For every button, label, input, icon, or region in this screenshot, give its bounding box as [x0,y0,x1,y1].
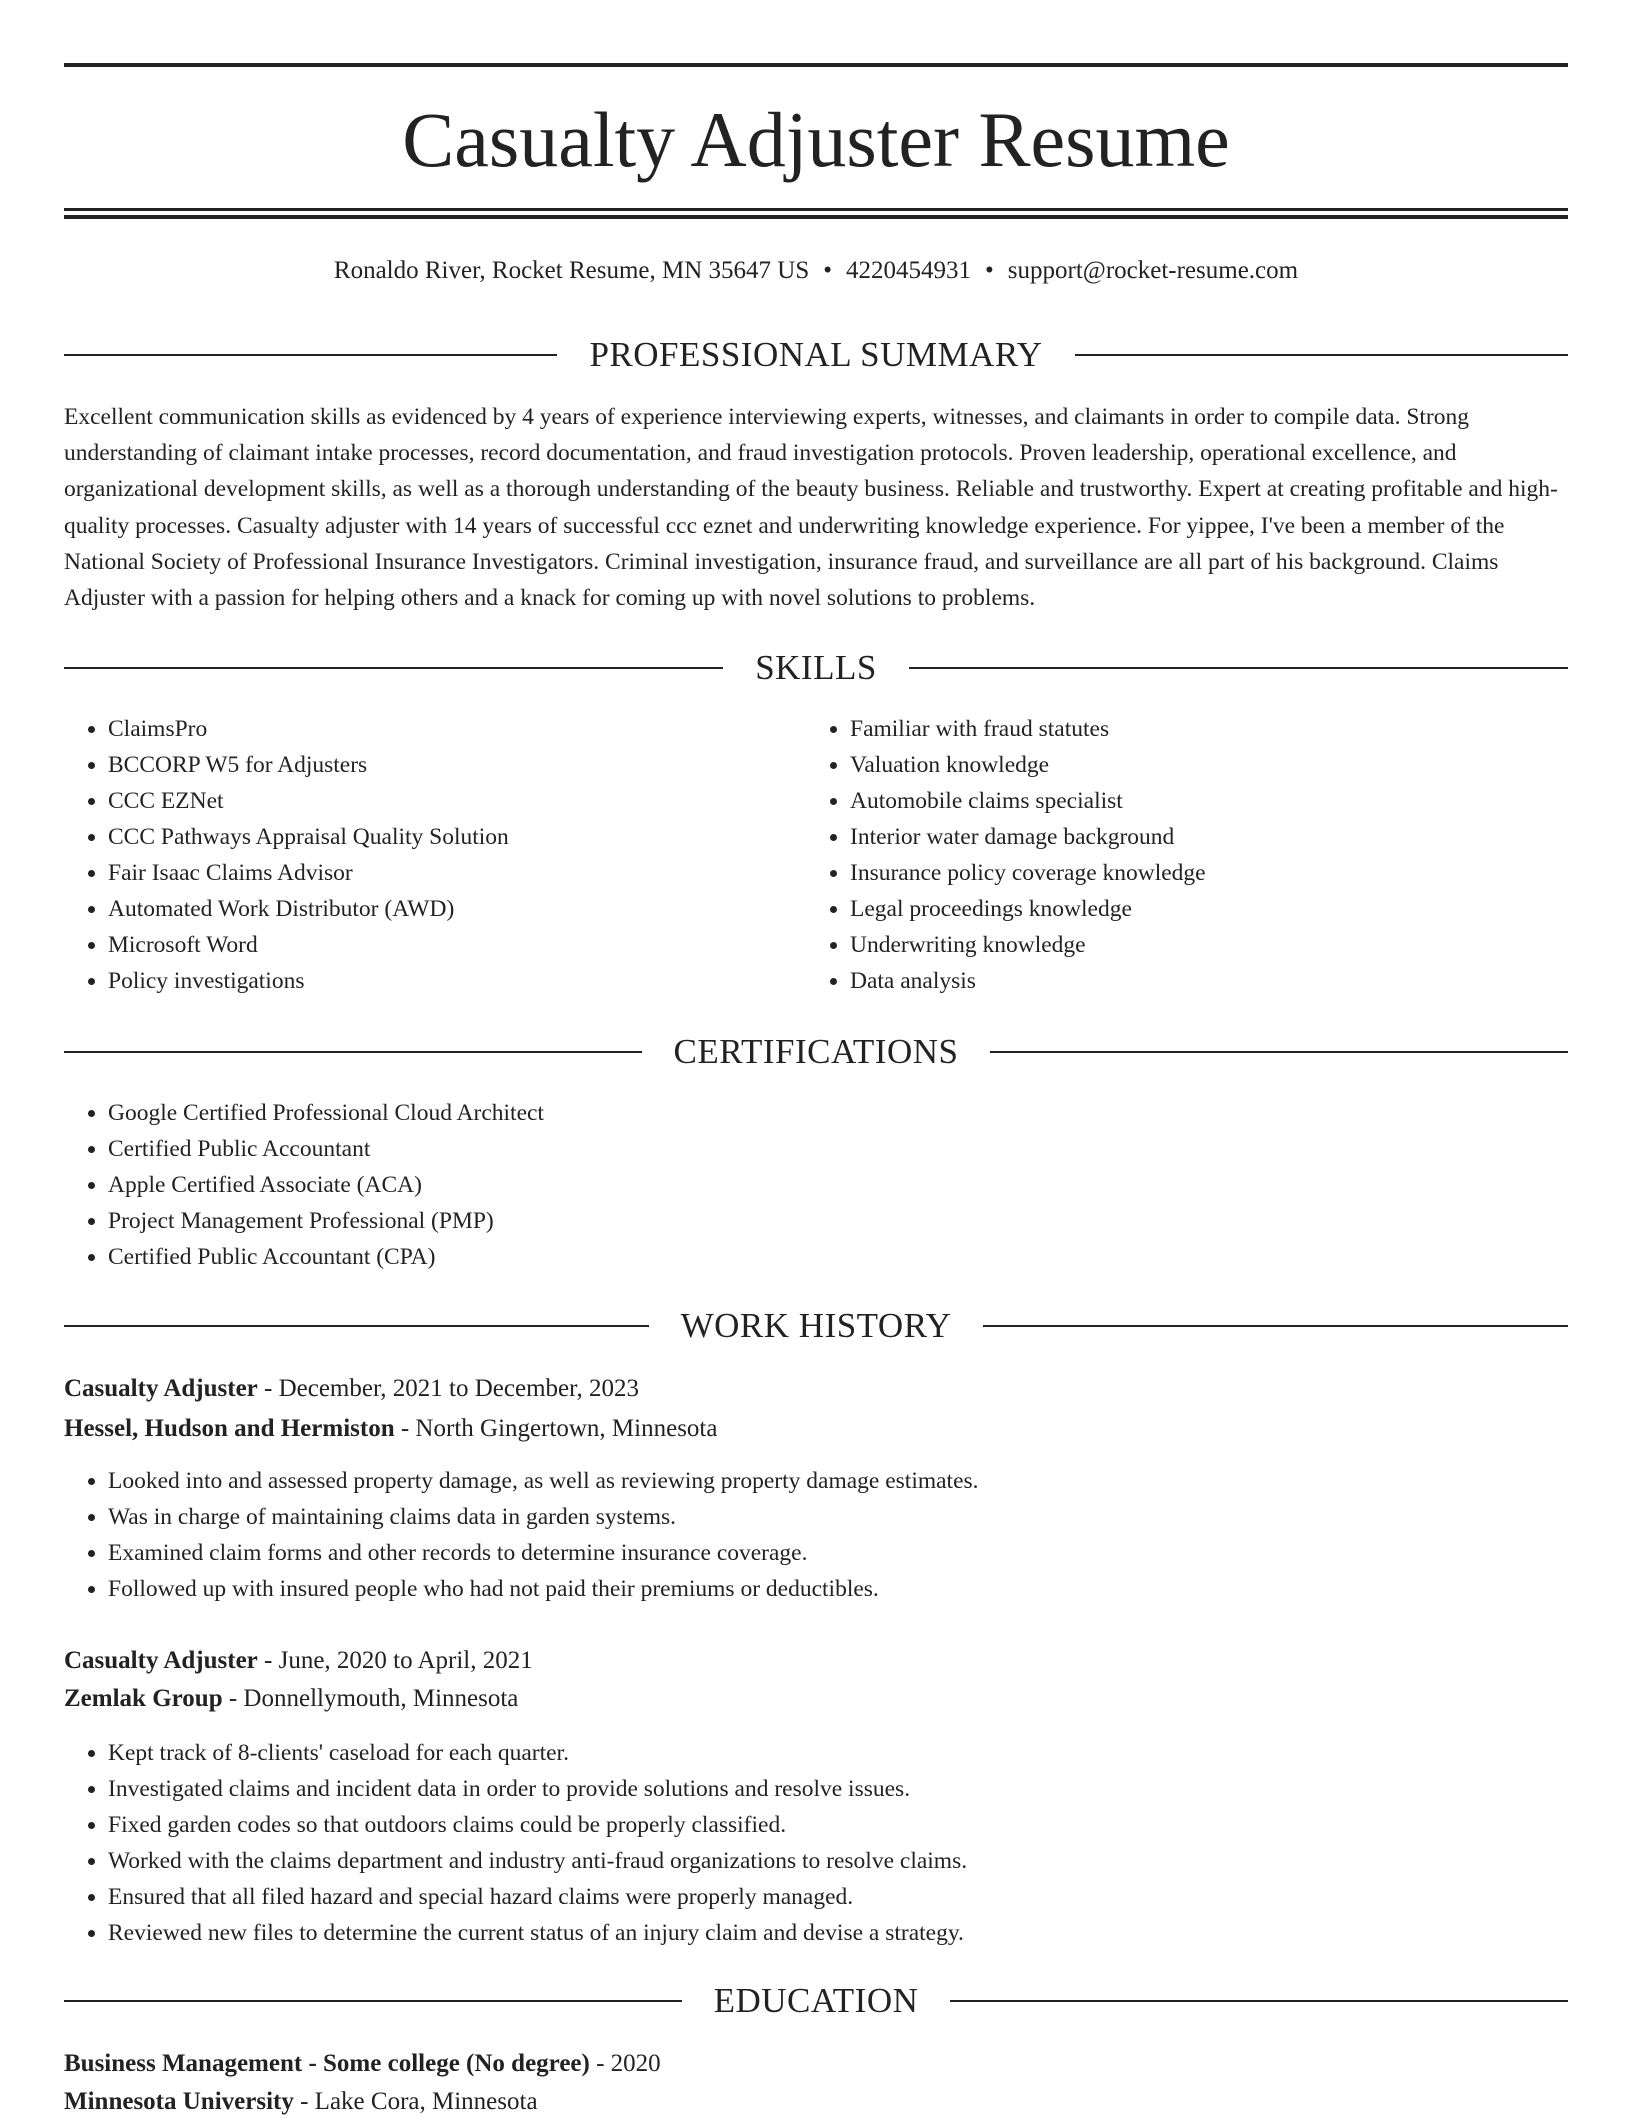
section-title: WORK HISTORY [680,1306,952,1345]
skill-item: • Insurance policy coverage knowledge [850,855,1566,891]
contact-separator: • [823,257,833,284]
education-location: - Lake Cora, Minnesota [293,2088,538,2115]
job-bullet: • Followed up with insured people who had not paid their premiums or deductibles. [108,1571,1364,1607]
job-bullets [64,1463,1364,1607]
certification-item: • Google Certified Professional Cloud Architect [108,1095,1064,1131]
heading-rule [64,1051,642,1053]
skill-item: • Microsoft Word [108,927,804,963]
section-title: PROFESSIONAL SUMMARY [589,335,1043,374]
heading-rule [1075,354,1568,356]
job-company: Hessel, Hudson and Hermiston [64,1415,395,1442]
resume-title: Casualty Adjuster Resume [402,96,1230,183]
education-school: Minnesota University [64,2088,294,2115]
heading-rule [909,667,1568,669]
top-rule [64,63,1568,67]
skill-item: • ClaimsPro [108,711,804,747]
education-school-line [64,2086,1568,2118]
job-company: Zemlak Group [64,1685,223,1712]
job-location: - North Gingertown, Minnesota [394,1415,718,1442]
job-bullets [64,1735,1364,1951]
contact-email: support@rocket-resume.com [1007,257,1299,284]
education-degree-line [64,2048,1568,2080]
job-bullet: • Was in charge of maintaining claims data in garden systems. [108,1499,1364,1535]
skill-item: • Fair Isaac Claims Advisor [108,855,804,891]
summary-paragraph: Excellent communication skills as evidenced by 4 years of experience interviewing experts, witnesses, and claimants in order to compile data. Strong understanding of claimant intake processes, record documentation, and fraud investigation protocols. Proven leadership, operational excellence, and organizational development skills, as well as a thorough understanding of the beauty business. Reliable and trustworthy. Expert at creating profitable and high-quality processes. Casualty adjuster with 14 years of successful ccc eznet and underwriting knowledge experience. For yippee, I've been a member of the National Society of Professional Insurance Investigators. Criminal investigation, insurance fraud, and surveillance are all part of his background. Claims Adjuster with a passion for helping others and a knack for coming up with novel solutions to problems. [64,404,1558,612]
job-bullet: • Fixed garden codes so that outdoors claims could be properly classified. [108,1807,1364,1843]
skill-item: • Automated Work Distributor (AWD) [108,891,804,927]
skill-item: • Valuation knowledge [850,747,1566,783]
job-title: Casualty Adjuster [64,1375,258,1402]
heading-rule [64,1325,649,1327]
job-title-line [64,1645,1568,1677]
heading-rule [990,1051,1568,1053]
skill-item: • Underwriting knowledge [850,927,1566,963]
section-heading-education [64,1981,1568,2021]
job-bullet: • Looked into and assessed property damage, as well as reviewing property damage estimates. [108,1463,1364,1499]
job-bullet: • Examined claim forms and other records to determine insurance coverage. [108,1535,1364,1571]
job-bullet: • Ensured that all filed hazard and special hazard claims were properly managed. [108,1879,1364,1915]
section-title: SKILLS [755,648,877,687]
job-title: Casualty Adjuster [64,1647,258,1674]
skill-item: • CCC EZNet [108,783,804,819]
section-heading-skills [64,648,1568,688]
education-year: - 2020 [589,2050,661,2077]
heading-rule [983,1325,1568,1327]
job-bullet: • Investigated claims and incident data in order to provide solutions and resolve issues. [108,1771,1364,1807]
skill-item: • Automobile claims specialist [850,783,1566,819]
job-company-line [64,1683,1568,1715]
heading-rule [64,354,557,356]
section-title: CERTIFICATIONS [673,1032,959,1071]
job-bullet: • Kept track of 8-clients' caseload for each quarter. [108,1735,1364,1771]
skills-column-left [64,711,804,999]
section-title: EDUCATION [713,1981,919,2020]
job-company-line [64,1413,1568,1445]
certification-item: • Certified Public Accountant [108,1131,1064,1167]
contact-line [64,255,1568,287]
section-heading-summary [64,335,1568,375]
job-bullet: • Reviewed new files to determine the current status of an injury claim and devise a strategy. [108,1915,1364,1951]
skill-item: • Interior water damage background [850,819,1566,855]
certifications-list [64,1095,1064,1275]
title-rule-thick [64,215,1568,219]
section-heading-certifications [64,1032,1568,1072]
skill-item: • CCC Pathways Appraisal Quality Solution [108,819,804,855]
contact-separator: • [985,257,994,284]
education-degree: Business Management - Some college (No degree) [64,2050,590,2077]
contact-phone: 4220454931 [846,257,972,284]
certification-item: • Apple Certified Associate (ACA) [108,1167,1064,1203]
job-location: - Donnellymouth, Minnesota [222,1685,519,1712]
heading-rule [950,2000,1568,2002]
heading-rule [64,2000,682,2002]
skills-column-right [806,711,1566,999]
job-dates: - June, 2020 to April, 2021 [257,1647,533,1674]
heading-rule [64,667,723,669]
title-rule-thin [64,208,1568,211]
skill-item: • Data analysis [850,963,1566,999]
skill-item: • Legal proceedings knowledge [850,891,1566,927]
section-heading-work-history [64,1306,1568,1346]
certification-item: • Certified Public Accountant (CPA) [108,1239,1064,1275]
job-title-line [64,1373,1568,1405]
contact-address: Ronaldo River, Rocket Resume, MN 35647 US [333,257,810,284]
skill-item: • Policy investigations [108,963,804,999]
job-bullet: • Worked with the claims department and industry anti-fraud organizations to resolve claims. [108,1843,1364,1879]
skill-item: • BCCORP W5 for Adjusters [108,747,804,783]
skill-item: • Familiar with fraud statutes [850,711,1566,747]
certification-item: • Project Management Professional (PMP) [108,1203,1064,1239]
job-dates: - December, 2021 to December, 2023 [257,1375,639,1402]
